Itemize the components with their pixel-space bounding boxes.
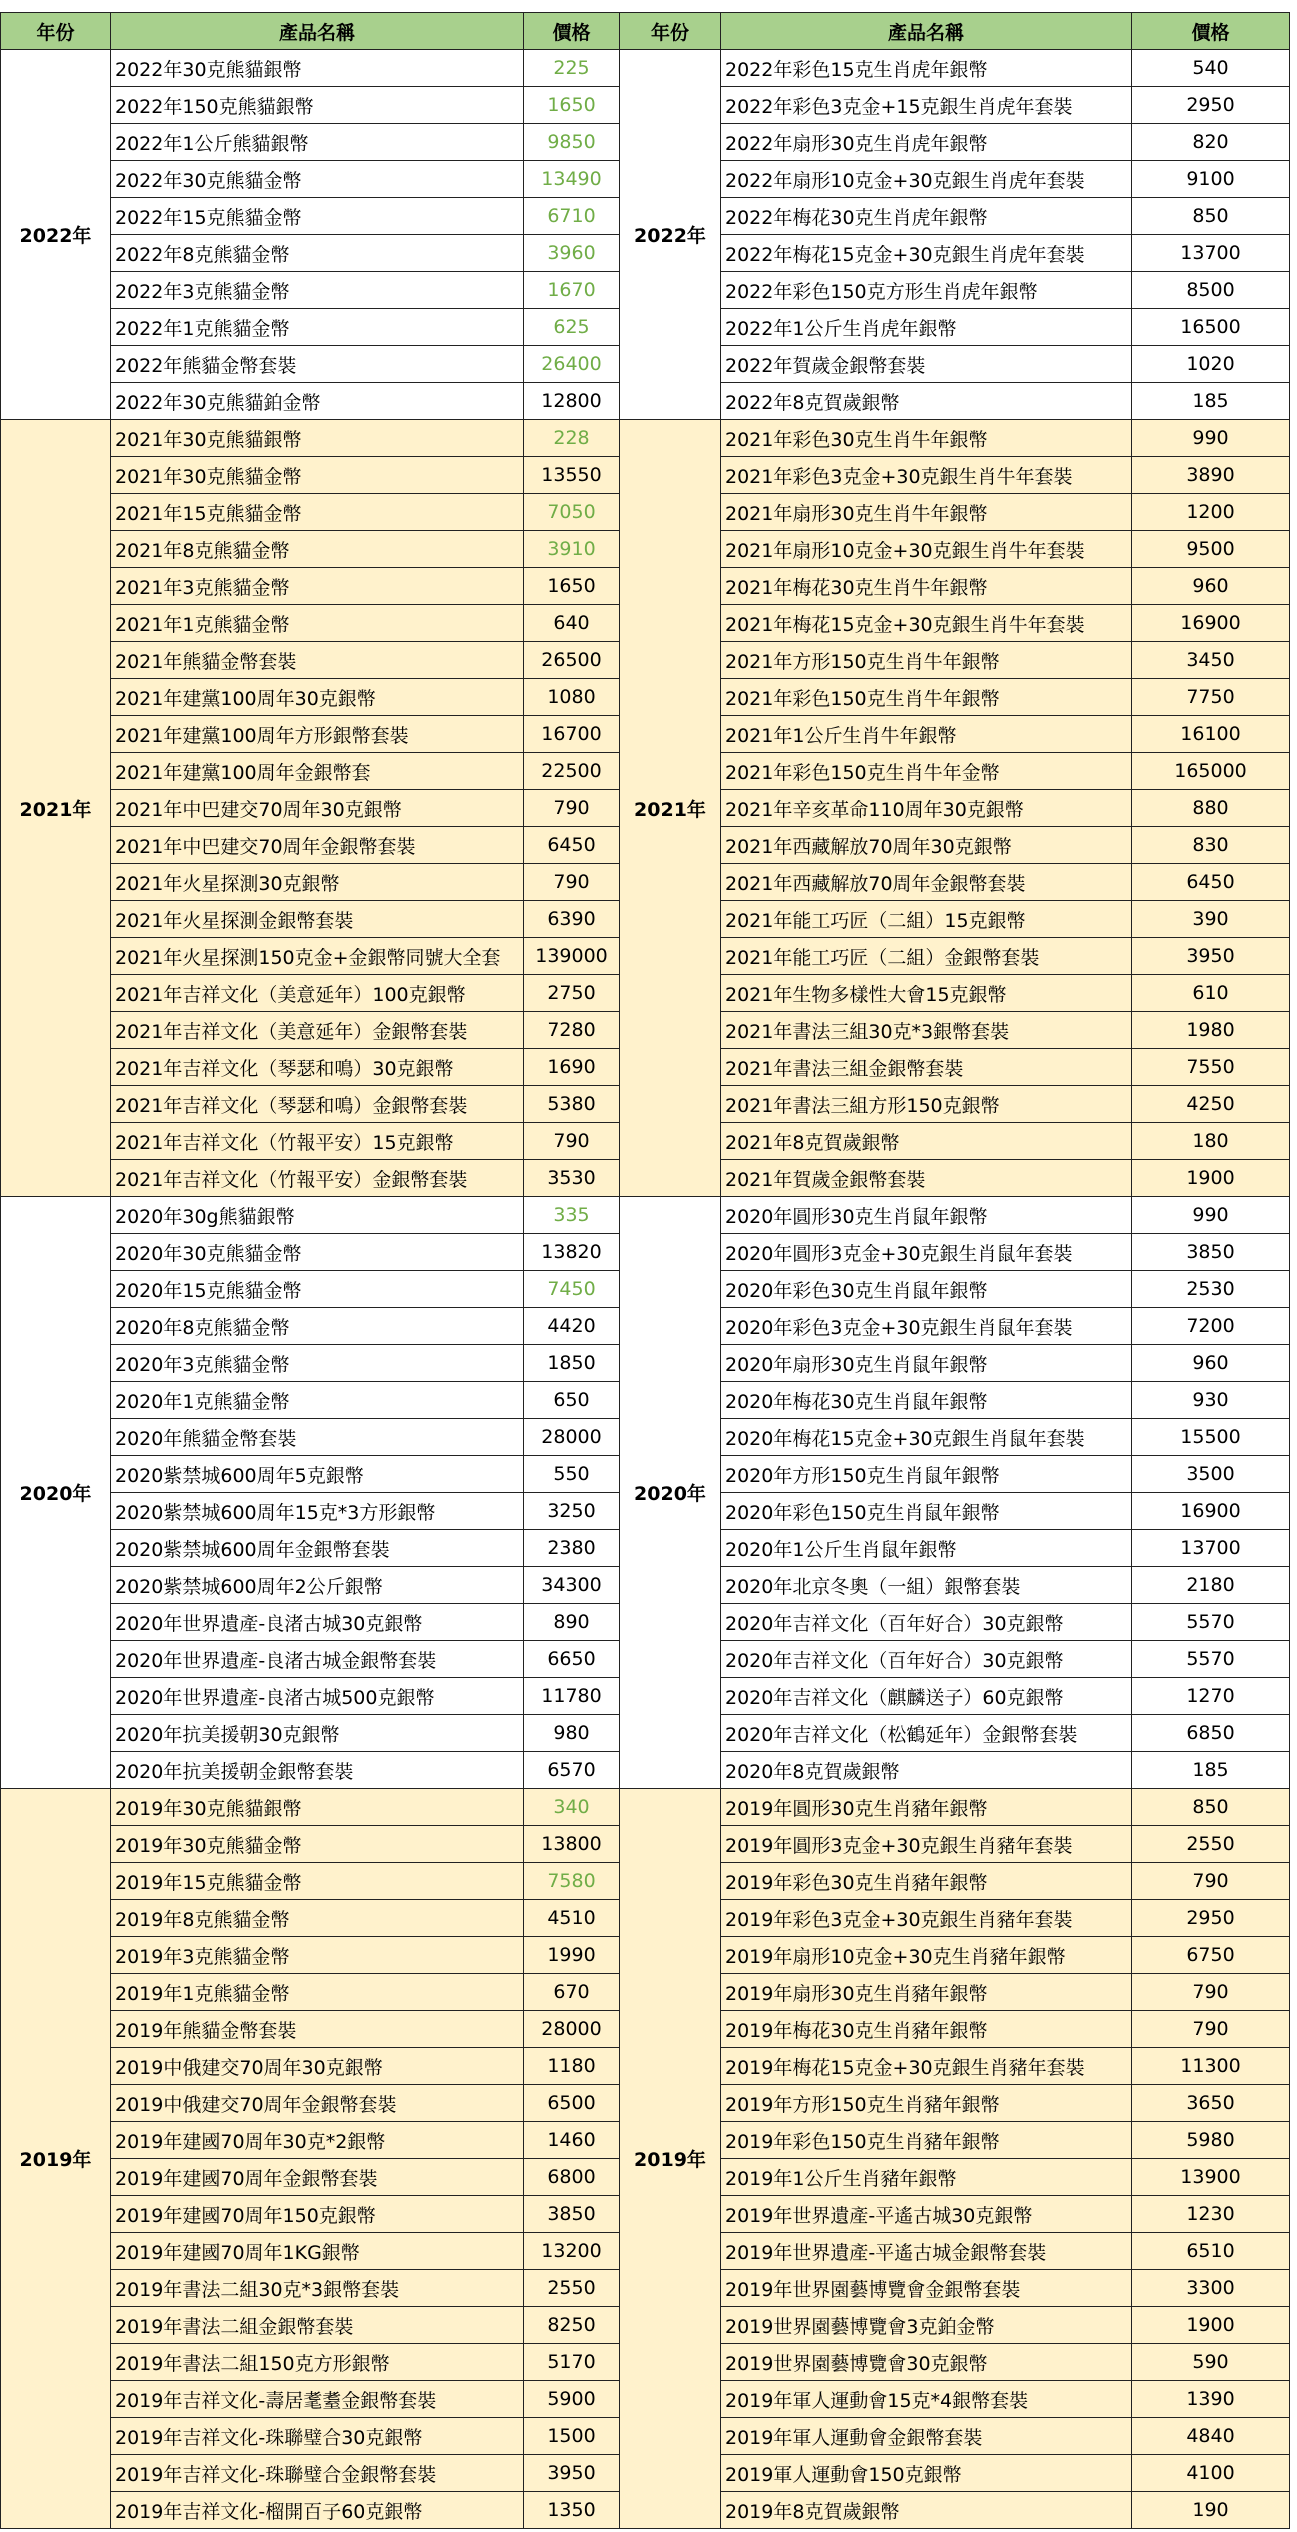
price-right: 390	[1132, 901, 1290, 938]
price-right: 9500	[1132, 531, 1290, 568]
product-name-right: 2022年賀歲金銀幣套裝	[721, 346, 1132, 383]
price-right: 13700	[1132, 1530, 1290, 1567]
product-name-left: 2022年3克熊貓金幣	[111, 272, 524, 309]
price-right: 1230	[1132, 2196, 1290, 2233]
price-left: 225	[524, 50, 620, 87]
price-left: 22500	[524, 753, 620, 790]
product-name-left: 2020年世界遺產-良渚古城30克銀幣	[111, 1604, 524, 1641]
price-left: 1850	[524, 1345, 620, 1382]
price-left: 13490	[524, 161, 620, 198]
product-name-left: 2019年書法二組金銀幣套裝	[111, 2307, 524, 2344]
price-left: 28000	[524, 2011, 620, 2048]
year-cell-right: 2022年	[620, 50, 721, 420]
product-name-right: 2019年軍人運動會15克*4銀幣套裝	[721, 2381, 1132, 2418]
product-name-left: 2020年抗美援朝30克銀幣	[111, 1715, 524, 1752]
price-right: 3650	[1132, 2085, 1290, 2122]
product-name-left: 2021年建黨100周年30克銀幣	[111, 679, 524, 716]
product-name-right: 2021年能工巧匠（二組）金銀幣套裝	[721, 938, 1132, 975]
price-left: 1650	[524, 568, 620, 605]
price-left: 6390	[524, 901, 620, 938]
price-left: 7280	[524, 1012, 620, 1049]
product-name-left: 2019年30克熊貓銀幣	[111, 1789, 524, 1826]
year-cell-left: 2022年	[1, 50, 111, 420]
price-right: 2180	[1132, 1567, 1290, 1604]
product-name-right: 2020年彩色30克生肖鼠年銀幣	[721, 1271, 1132, 1308]
product-name-left: 2020紫禁城600周年5克銀幣	[111, 1456, 524, 1493]
product-name-right: 2019年世界園藝博覽會金銀幣套裝	[721, 2270, 1132, 2307]
header-price-right: 價格	[1132, 13, 1290, 50]
header-year-right: 年份	[620, 13, 721, 50]
price-right: 185	[1132, 383, 1290, 420]
product-name-right: 2022年梅花30克生肖虎年銀幣	[721, 198, 1132, 235]
price-right: 1900	[1132, 2307, 1290, 2344]
product-name-right: 2019年世界遺產-平遙古城金銀幣套裝	[721, 2233, 1132, 2270]
price-left: 6450	[524, 827, 620, 864]
price-left: 26400	[524, 346, 620, 383]
product-name-right: 2021年辛亥革命110周年30克銀幣	[721, 790, 1132, 827]
product-name-right: 2020年吉祥文化（松鶴延年）金銀幣套裝	[721, 1715, 1132, 1752]
product-name-right: 2019年梅花30克生肖豬年銀幣	[721, 2011, 1132, 2048]
price-right: 1390	[1132, 2381, 1290, 2418]
product-name-right: 2021年生物多樣性大會15克銀幣	[721, 975, 1132, 1012]
price-left: 1180	[524, 2048, 620, 2085]
price-right: 6850	[1132, 1715, 1290, 1752]
product-name-left: 2021年30克熊貓銀幣	[111, 420, 524, 457]
price-right: 850	[1132, 198, 1290, 235]
product-name-right: 2019年圓形3克金+30克銀生肖豬年套裝	[721, 1826, 1132, 1863]
price-left: 16700	[524, 716, 620, 753]
product-name-right: 2019年扇形30克生肖豬年銀幣	[721, 1974, 1132, 2011]
price-left: 625	[524, 309, 620, 346]
price-left: 2750	[524, 975, 620, 1012]
price-left: 6570	[524, 1752, 620, 1789]
product-name-left: 2019年建國70周年150克銀幣	[111, 2196, 524, 2233]
price-right: 3300	[1132, 2270, 1290, 2307]
price-right: 2550	[1132, 1826, 1290, 1863]
product-name-left: 2021年火星探測金銀幣套裝	[111, 901, 524, 938]
product-name-right: 2020年梅花15克金+30克銀生肖鼠年套裝	[721, 1419, 1132, 1456]
price-right: 190	[1132, 2492, 1290, 2529]
price-left: 7050	[524, 494, 620, 531]
product-name-right: 2020年圓形3克金+30克銀生肖鼠年套裝	[721, 1234, 1132, 1271]
price-right: 590	[1132, 2344, 1290, 2381]
product-name-right: 2019年彩色3克金+30克銀生肖豬年套裝	[721, 1900, 1132, 1937]
price-right: 11300	[1132, 2048, 1290, 2085]
price-left: 890	[524, 1604, 620, 1641]
price-right: 2530	[1132, 1271, 1290, 1308]
product-name-right: 2019世界園藝博覽會30克銀幣	[721, 2344, 1132, 2381]
product-name-left: 2020年30g熊貓銀幣	[111, 1197, 524, 1234]
price-right: 180	[1132, 1123, 1290, 1160]
product-name-right: 2021年能工巧匠（二組）15克銀幣	[721, 901, 1132, 938]
product-name-right: 2021年1公斤生肖牛年銀幣	[721, 716, 1132, 753]
product-name-left: 2022年8克熊貓金幣	[111, 235, 524, 272]
product-name-left: 2021年火星探測30克銀幣	[111, 864, 524, 901]
price-right: 3450	[1132, 642, 1290, 679]
price-right: 960	[1132, 1345, 1290, 1382]
price-right: 185	[1132, 1752, 1290, 1789]
product-name-right: 2021年彩色150克生肖牛年銀幣	[721, 679, 1132, 716]
product-name-right: 2022年1公斤生肖虎年銀幣	[721, 309, 1132, 346]
product-name-left: 2022年150克熊貓銀幣	[111, 87, 524, 124]
price-left: 6710	[524, 198, 620, 235]
price-right: 1900	[1132, 1160, 1290, 1197]
price-left: 4510	[524, 1900, 620, 1937]
product-name-right: 2020年彩色3克金+30克銀生肖鼠年套裝	[721, 1308, 1132, 1345]
price-right: 3850	[1132, 1234, 1290, 1271]
product-name-right: 2021年彩色3克金+30克銀生肖牛年套裝	[721, 457, 1132, 494]
product-name-left: 2022年30克熊貓銀幣	[111, 50, 524, 87]
price-right: 850	[1132, 1789, 1290, 1826]
product-name-right: 2019年8克賀歲銀幣	[721, 2492, 1132, 2529]
price-left: 9850	[524, 124, 620, 161]
price-left: 12800	[524, 383, 620, 420]
product-name-left: 2021年建黨100周年金銀幣套	[111, 753, 524, 790]
year-cell-left: 2020年	[1, 1197, 111, 1789]
price-right: 165000	[1132, 753, 1290, 790]
product-name-left: 2021年3克熊貓金幣	[111, 568, 524, 605]
price-right: 5570	[1132, 1604, 1290, 1641]
price-right: 5980	[1132, 2122, 1290, 2159]
price-right: 9100	[1132, 161, 1290, 198]
price-right: 1020	[1132, 346, 1290, 383]
price-left: 640	[524, 605, 620, 642]
product-name-left: 2021年熊貓金幣套裝	[111, 642, 524, 679]
table-row	[1, 1789, 1290, 1826]
price-right: 7550	[1132, 1049, 1290, 1086]
product-name-left: 2020年世界遺產-良渚古城500克銀幣	[111, 1678, 524, 1715]
product-name-right: 2019年彩色150克生肖豬年銀幣	[721, 2122, 1132, 2159]
product-name-right: 2019年世界遺產-平遙古城30克銀幣	[721, 2196, 1132, 2233]
product-name-left: 2021年中巴建交70周年金銀幣套裝	[111, 827, 524, 864]
product-name-left: 2021年中巴建交70周年30克銀幣	[111, 790, 524, 827]
product-name-left: 2020年3克熊貓金幣	[111, 1345, 524, 1382]
product-name-right: 2020年1公斤生肖鼠年銀幣	[721, 1530, 1132, 1567]
product-name-left: 2019年1克熊貓金幣	[111, 1974, 524, 2011]
product-name-left: 2022年1克熊貓金幣	[111, 309, 524, 346]
product-name-left: 2021年吉祥文化（美意延年）金銀幣套裝	[111, 1012, 524, 1049]
price-right: 540	[1132, 50, 1290, 87]
product-name-left: 2019年書法二組30克*3銀幣套裝	[111, 2270, 524, 2307]
year-cell-left: 2021年	[1, 420, 111, 1197]
price-left: 228	[524, 420, 620, 457]
product-name-right: 2020年北京冬奧（一組）銀幣套裝	[721, 1567, 1132, 1604]
price-right: 820	[1132, 124, 1290, 161]
product-name-left: 2019年3克熊貓金幣	[111, 1937, 524, 1974]
product-name-left: 2020年抗美援朝金銀幣套裝	[111, 1752, 524, 1789]
product-name-left: 2019年8克熊貓金幣	[111, 1900, 524, 1937]
price-right: 610	[1132, 975, 1290, 1012]
product-name-left: 2021年30克熊貓金幣	[111, 457, 524, 494]
price-right: 4100	[1132, 2455, 1290, 2492]
product-name-right: 2021年西藏解放70周年30克銀幣	[721, 827, 1132, 864]
product-name-right: 2020年扇形30克生肖鼠年銀幣	[721, 1345, 1132, 1382]
product-name-right: 2022年8克賀歲銀幣	[721, 383, 1132, 420]
product-name-left: 2020紫禁城600周年金銀幣套裝	[111, 1530, 524, 1567]
price-right: 3890	[1132, 457, 1290, 494]
year-cell-left: 2019年	[1, 1789, 111, 2529]
price-left: 3910	[524, 531, 620, 568]
price-right: 13700	[1132, 235, 1290, 272]
product-name-right: 2022年扇形30克生肖虎年銀幣	[721, 124, 1132, 161]
price-left: 26500	[524, 642, 620, 679]
product-name-right: 2019年軍人運動會金銀幣套裝	[721, 2418, 1132, 2455]
product-name-left: 2020紫禁城600周年2公斤銀幣	[111, 1567, 524, 1604]
product-name-right: 2019軍人運動會150克銀幣	[721, 2455, 1132, 2492]
price-left: 550	[524, 1456, 620, 1493]
product-name-right: 2020年吉祥文化（百年好合）30克銀幣	[721, 1641, 1132, 1678]
price-left: 670	[524, 1974, 620, 2011]
product-name-right: 2021年書法三組金銀幣套裝	[721, 1049, 1132, 1086]
price-right: 790	[1132, 2011, 1290, 2048]
price-left: 1690	[524, 1049, 620, 1086]
product-name-left: 2022年15克熊貓金幣	[111, 198, 524, 235]
product-name-left: 2021年1克熊貓金幣	[111, 605, 524, 642]
price-right: 4250	[1132, 1086, 1290, 1123]
product-name-right: 2021年西藏解放70周年金銀幣套裝	[721, 864, 1132, 901]
product-name-right: 2019年1公斤生肖豬年銀幣	[721, 2159, 1132, 2196]
price-left: 1990	[524, 1937, 620, 1974]
price-right: 4840	[1132, 2418, 1290, 2455]
product-name-right: 2022年彩色3克金+15克銀生肖虎年套裝	[721, 87, 1132, 124]
product-name-left: 2021年8克熊貓金幣	[111, 531, 524, 568]
price-left: 3950	[524, 2455, 620, 2492]
price-right: 6750	[1132, 1937, 1290, 1974]
price-right: 13900	[1132, 2159, 1290, 2196]
table-row	[1, 1197, 1290, 1234]
price-left: 1460	[524, 2122, 620, 2159]
product-name-left: 2021年吉祥文化（琴瑟和鳴）30克銀幣	[111, 1049, 524, 1086]
product-name-right: 2021年彩色150克生肖牛年金幣	[721, 753, 1132, 790]
price-right: 960	[1132, 568, 1290, 605]
product-name-right: 2021年扇形10克金+30克銀生肖牛年套裝	[721, 531, 1132, 568]
price-left: 2380	[524, 1530, 620, 1567]
price-left: 139000	[524, 938, 620, 975]
price-right: 8500	[1132, 272, 1290, 309]
price-right: 990	[1132, 420, 1290, 457]
price-left: 3960	[524, 235, 620, 272]
product-name-left: 2021年吉祥文化（琴瑟和鳴）金銀幣套裝	[111, 1086, 524, 1123]
price-right: 16500	[1132, 309, 1290, 346]
product-name-right: 2022年梅花15克金+30克銀生肖虎年套裝	[721, 235, 1132, 272]
price-right: 15500	[1132, 1419, 1290, 1456]
product-name-left: 2019年建國70周年1KG銀幣	[111, 2233, 524, 2270]
year-cell-right: 2019年	[620, 1789, 721, 2529]
header-product-right: 產品名稱	[721, 13, 1132, 50]
product-name-left: 2019年吉祥文化-珠聯璧合金銀幣套裝	[111, 2455, 524, 2492]
price-left: 790	[524, 790, 620, 827]
product-name-left: 2019年吉祥文化-珠聯璧合30克銀幣	[111, 2418, 524, 2455]
product-name-left: 2019年吉祥文化-榴開百子60克銀幣	[111, 2492, 524, 2529]
price-left: 3250	[524, 1493, 620, 1530]
price-left: 790	[524, 864, 620, 901]
product-name-left: 2021年吉祥文化（美意延年）100克銀幣	[111, 975, 524, 1012]
price-left: 6500	[524, 2085, 620, 2122]
product-name-right: 2022年彩色15克生肖虎年銀幣	[721, 50, 1132, 87]
product-name-left: 2019中俄建交70周年金銀幣套裝	[111, 2085, 524, 2122]
price-left: 13550	[524, 457, 620, 494]
table-row	[1, 420, 1290, 457]
price-right: 7750	[1132, 679, 1290, 716]
product-name-right: 2021年書法三組方形150克銀幣	[721, 1086, 1132, 1123]
product-name-right: 2021年扇形30克生肖牛年銀幣	[721, 494, 1132, 531]
price-left: 6650	[524, 1641, 620, 1678]
table-body	[1, 50, 1290, 2529]
price-left: 3850	[524, 2196, 620, 2233]
price-right: 790	[1132, 1863, 1290, 1900]
price-left: 11780	[524, 1678, 620, 1715]
product-name-left: 2019年建國70周年金銀幣套裝	[111, 2159, 524, 2196]
price-left: 1500	[524, 2418, 620, 2455]
product-name-left: 2020年世界遺產-良渚古城金銀幣套裝	[111, 1641, 524, 1678]
price-right: 830	[1132, 827, 1290, 864]
price-left: 7580	[524, 1863, 620, 1900]
price-left: 13820	[524, 1234, 620, 1271]
price-left: 1670	[524, 272, 620, 309]
price-right: 16900	[1132, 605, 1290, 642]
price-left: 6800	[524, 2159, 620, 2196]
product-name-right: 2019世界園藝博覽會3克鉑金幣	[721, 2307, 1132, 2344]
price-right: 2950	[1132, 87, 1290, 124]
product-name-right: 2021年方形150克生肖牛年銀幣	[721, 642, 1132, 679]
product-name-left: 2020年1克熊貓金幣	[111, 1382, 524, 1419]
price-left: 4420	[524, 1308, 620, 1345]
product-name-left: 2019年建國70周年30克*2銀幣	[111, 2122, 524, 2159]
header-price-left: 價格	[524, 13, 620, 50]
header-product-left: 產品名稱	[111, 13, 524, 50]
product-name-right: 2022年扇形10克金+30克銀生肖虎年套裝	[721, 161, 1132, 198]
product-name-right: 2020年梅花30克生肖鼠年銀幣	[721, 1382, 1132, 1419]
price-left: 5170	[524, 2344, 620, 2381]
price-right: 1270	[1132, 1678, 1290, 1715]
price-left: 8250	[524, 2307, 620, 2344]
product-name-right: 2019年圓形30克生肖豬年銀幣	[721, 1789, 1132, 1826]
product-name-right: 2019年方形150克生肖豬年銀幣	[721, 2085, 1132, 2122]
year-cell-right: 2020年	[620, 1197, 721, 1789]
product-name-left: 2019中俄建交70周年30克銀幣	[111, 2048, 524, 2085]
price-right: 2950	[1132, 1900, 1290, 1937]
product-name-right: 2022年彩色150克方形生肖虎年銀幣	[721, 272, 1132, 309]
product-name-left: 2019年熊貓金幣套裝	[111, 2011, 524, 2048]
price-right: 880	[1132, 790, 1290, 827]
product-name-right: 2020年彩色150克生肖鼠年銀幣	[721, 1493, 1132, 1530]
product-name-left: 2021年建黨100周年方形銀幣套裝	[111, 716, 524, 753]
price-right: 5570	[1132, 1641, 1290, 1678]
product-name-left: 2019年30克熊貓金幣	[111, 1826, 524, 1863]
product-name-right: 2019年梅花15克金+30克銀生肖豬年套裝	[721, 2048, 1132, 2085]
price-left: 3530	[524, 1160, 620, 1197]
product-name-left: 2022年30克熊貓鉑金幣	[111, 383, 524, 420]
price-left: 340	[524, 1789, 620, 1826]
price-left: 980	[524, 1715, 620, 1752]
product-name-left: 2021年15克熊貓金幣	[111, 494, 524, 531]
price-right: 1200	[1132, 494, 1290, 531]
price-left: 5900	[524, 2381, 620, 2418]
price-left: 1350	[524, 2492, 620, 2529]
product-name-left: 2021年吉祥文化（竹報平安）15克銀幣	[111, 1123, 524, 1160]
product-name-left: 2019年15克熊貓金幣	[111, 1863, 524, 1900]
table-row	[1, 50, 1290, 87]
price-left: 2550	[524, 2270, 620, 2307]
header-row	[1, 13, 1290, 50]
price-left: 28000	[524, 1419, 620, 1456]
header-year-left: 年份	[1, 13, 111, 50]
product-name-right: 2020年8克賀歲銀幣	[721, 1752, 1132, 1789]
price-right: 6510	[1132, 2233, 1290, 2270]
price-right: 790	[1132, 1974, 1290, 2011]
price-left: 13200	[524, 2233, 620, 2270]
price-right: 6450	[1132, 864, 1290, 901]
price-right: 990	[1132, 1197, 1290, 1234]
product-name-right: 2021年彩色30克生肖牛年銀幣	[721, 420, 1132, 457]
price-left: 13800	[524, 1826, 620, 1863]
price-right: 3950	[1132, 938, 1290, 975]
price-right: 16100	[1132, 716, 1290, 753]
product-name-left: 2019年吉祥文化-壽居耄耋金銀幣套裝	[111, 2381, 524, 2418]
price-left: 790	[524, 1123, 620, 1160]
product-name-left: 2022年1公斤熊貓銀幣	[111, 124, 524, 161]
product-name-left: 2022年熊貓金幣套裝	[111, 346, 524, 383]
product-name-left: 2020年8克熊貓金幣	[111, 1308, 524, 1345]
product-name-left: 2020年30克熊貓金幣	[111, 1234, 524, 1271]
product-name-right: 2019年扇形10克金+30克生肖豬年銀幣	[721, 1937, 1132, 1974]
price-left: 335	[524, 1197, 620, 1234]
price-left: 7450	[524, 1271, 620, 1308]
price-left: 650	[524, 1382, 620, 1419]
year-cell-right: 2021年	[620, 420, 721, 1197]
product-name-right: 2020年圓形30克生肖鼠年銀幣	[721, 1197, 1132, 1234]
product-name-left: 2021年吉祥文化（竹報平安）金銀幣套裝	[111, 1160, 524, 1197]
product-name-left: 2019年書法二組150克方形銀幣	[111, 2344, 524, 2381]
price-right: 16900	[1132, 1493, 1290, 1530]
price-right: 930	[1132, 1382, 1290, 1419]
product-name-left: 2020年熊貓金幣套裝	[111, 1419, 524, 1456]
price-left: 34300	[524, 1567, 620, 1604]
product-name-right: 2019年彩色30克生肖豬年銀幣	[721, 1863, 1132, 1900]
price-right: 3500	[1132, 1456, 1290, 1493]
product-name-right: 2020年方形150克生肖鼠年銀幣	[721, 1456, 1132, 1493]
product-name-right: 2021年梅花30克生肖牛年銀幣	[721, 568, 1132, 605]
product-name-right: 2021年梅花15克金+30克銀生肖牛年套裝	[721, 605, 1132, 642]
product-name-left: 2020年15克熊貓金幣	[111, 1271, 524, 1308]
product-name-right: 2021年書法三組30克*3銀幣套裝	[721, 1012, 1132, 1049]
product-name-right: 2021年8克賀歲銀幣	[721, 1123, 1132, 1160]
product-name-left: 2021年火星探測150克金+金銀幣同號大全套	[111, 938, 524, 975]
price-table	[0, 12, 1290, 2529]
price-left: 1080	[524, 679, 620, 716]
product-name-left: 2020紫禁城600周年15克*3方形銀幣	[111, 1493, 524, 1530]
price-left: 5380	[524, 1086, 620, 1123]
product-name-right: 2020年吉祥文化（麒麟送子）60克銀幣	[721, 1678, 1132, 1715]
price-table-container	[0, 12, 1289, 2529]
price-left: 1650	[524, 87, 620, 124]
price-right: 1980	[1132, 1012, 1290, 1049]
product-name-right: 2021年賀歲金銀幣套裝	[721, 1160, 1132, 1197]
price-right: 7200	[1132, 1308, 1290, 1345]
product-name-right: 2020年吉祥文化（百年好合）30克銀幣	[721, 1604, 1132, 1641]
product-name-left: 2022年30克熊貓金幣	[111, 161, 524, 198]
